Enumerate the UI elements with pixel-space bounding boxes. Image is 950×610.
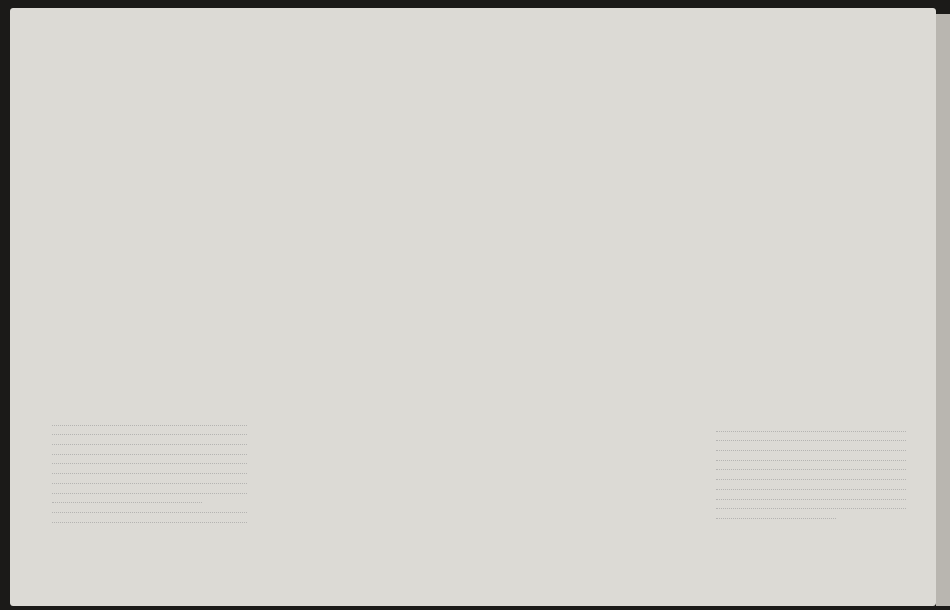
instructions-left <box>52 416 247 523</box>
instructions-right <box>716 422 906 519</box>
